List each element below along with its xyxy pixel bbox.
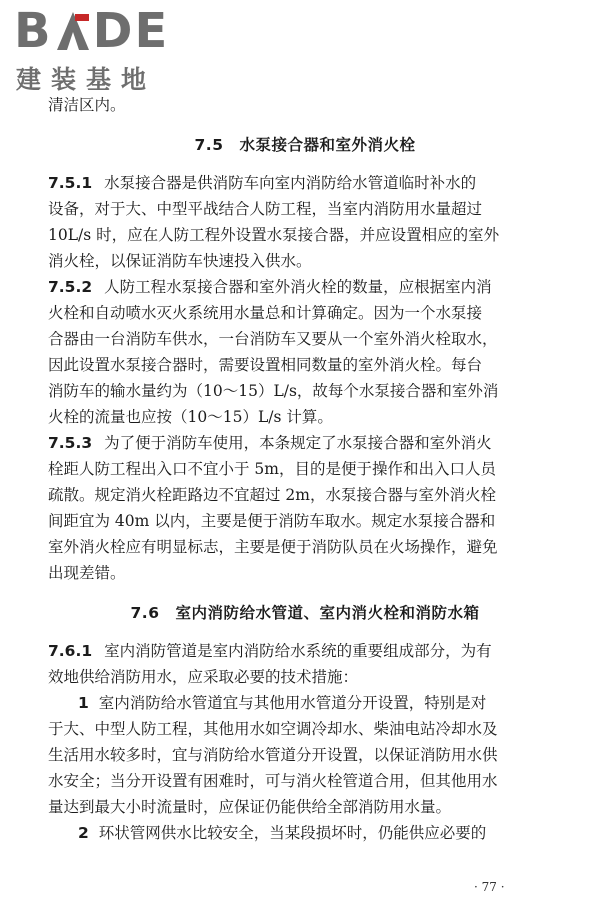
watermark-logo <box>14 3 184 96</box>
clause-line: 合器由一台消防车供水，一台消防车又要从一个室外消火栓取水， <box>48 330 498 348</box>
document-page <box>48 92 562 846</box>
clause-line: 消防车的输水量约为（10～15）L/s，故每个水泵接合器和室外消 <box>48 382 499 400</box>
item-line: 生活用水较多时，宜与消防给水管道分开设置，以保证消防用水供 <box>48 746 498 764</box>
clause-line: 水泵接合器是供消防车向室内消防给水管道临时补水的 <box>104 174 477 192</box>
clause-number: 7.5.1 <box>48 174 93 192</box>
item-2 <box>48 820 562 846</box>
clause-line: 人防工程水泵接合器和室外消火栓的数量，应根据室内消 <box>104 278 492 296</box>
clause-line: 为了便于消防车使用，本条规定了水泵接合器和室外消火 <box>104 434 492 452</box>
clause-number: 7.5.2 <box>48 278 93 296</box>
clause-line: 10L/s 时，应在人防工程外设置水泵接合器，并应设置相应的室外 <box>48 226 500 244</box>
clause-line: 室内消防管道是室内消防给水系统的重要组成部分，为有 <box>104 642 492 660</box>
item-number: 1 <box>78 694 89 712</box>
clause-number: 7.6.1 <box>48 642 93 660</box>
section-heading-7-6: 7.6 室内消防给水管道、室内消火栓和消防水箱 <box>130 604 480 622</box>
lead-text: 清洁区内。 <box>48 96 126 114</box>
clause-line: 间距宜为 40m 以内，主要是便于消防车取水。规定水泵接合器和 <box>48 512 496 530</box>
clause-line: 栓距人防工程出入口不宜小于 5m，目的是便于操作和出入口人员 <box>48 460 496 478</box>
clause-number: 7.5.3 <box>48 434 93 452</box>
watermark-a-glyph <box>55 10 91 52</box>
watermark-latin: B DE <box>14 3 170 59</box>
item-number: 2 <box>78 824 89 842</box>
item-line: 环状管网供水比较安全，当某段损坏时，仍能供应必要的 <box>98 824 487 842</box>
clause-7-5-1 <box>48 170 562 274</box>
clause-line: 火栓的流量也应按（10～15）L/s 计算。 <box>48 408 333 426</box>
item-line: 室内消防给水管道宜与其他用水管道分开设置，特别是对 <box>98 694 487 712</box>
clause-line: 因此设置水泵接合器时，需要设置相同数量的室外消火栓。每台 <box>48 356 483 374</box>
clause-7-5-3 <box>48 430 562 586</box>
clause-7-5-2 <box>48 274 562 430</box>
item-line: 于大、中型人防工程，其他用水如空调冷却水、柴油电站冷却水及 <box>48 720 498 738</box>
section-heading-7-5: 7.5 水泵接合器和室外消火栓 <box>194 136 416 154</box>
watermark-chinese: 建装基地 <box>16 65 157 94</box>
clause-line: 室外消火栓应有明显标志，主要是便于消防队员在火场操作，避免 <box>48 538 498 556</box>
clause-7-6-1 <box>48 638 562 690</box>
clause-line: 疏散。规定消火栓距路边不宜超过 2m，水泵接合器与室外消火栓 <box>48 486 496 504</box>
item-1 <box>48 690 562 820</box>
clause-line: 消火栓，以保证消防车快速投入供水。 <box>48 252 312 270</box>
item-line: 水安全；当分开设置有困难时，可与消火栓管道合用，但其他用水 <box>48 772 498 790</box>
clause-line: 设备，对于大、中型平战结合人防工程，当室内消防用水量超过 <box>48 200 483 218</box>
clause-line: 火栓和自动喷水灭火系统用水量总和计算确定。因为一个水泵接 <box>48 304 483 322</box>
clause-line: 效地供给消防用水，应采取必要的技术措施： <box>48 668 359 686</box>
clause-line: 出现差错。 <box>48 564 126 582</box>
item-line: 量达到最大小时流量时，应保证仍能供给全部消防用水量。 <box>48 798 452 816</box>
page-number: · 77 · <box>474 880 505 894</box>
